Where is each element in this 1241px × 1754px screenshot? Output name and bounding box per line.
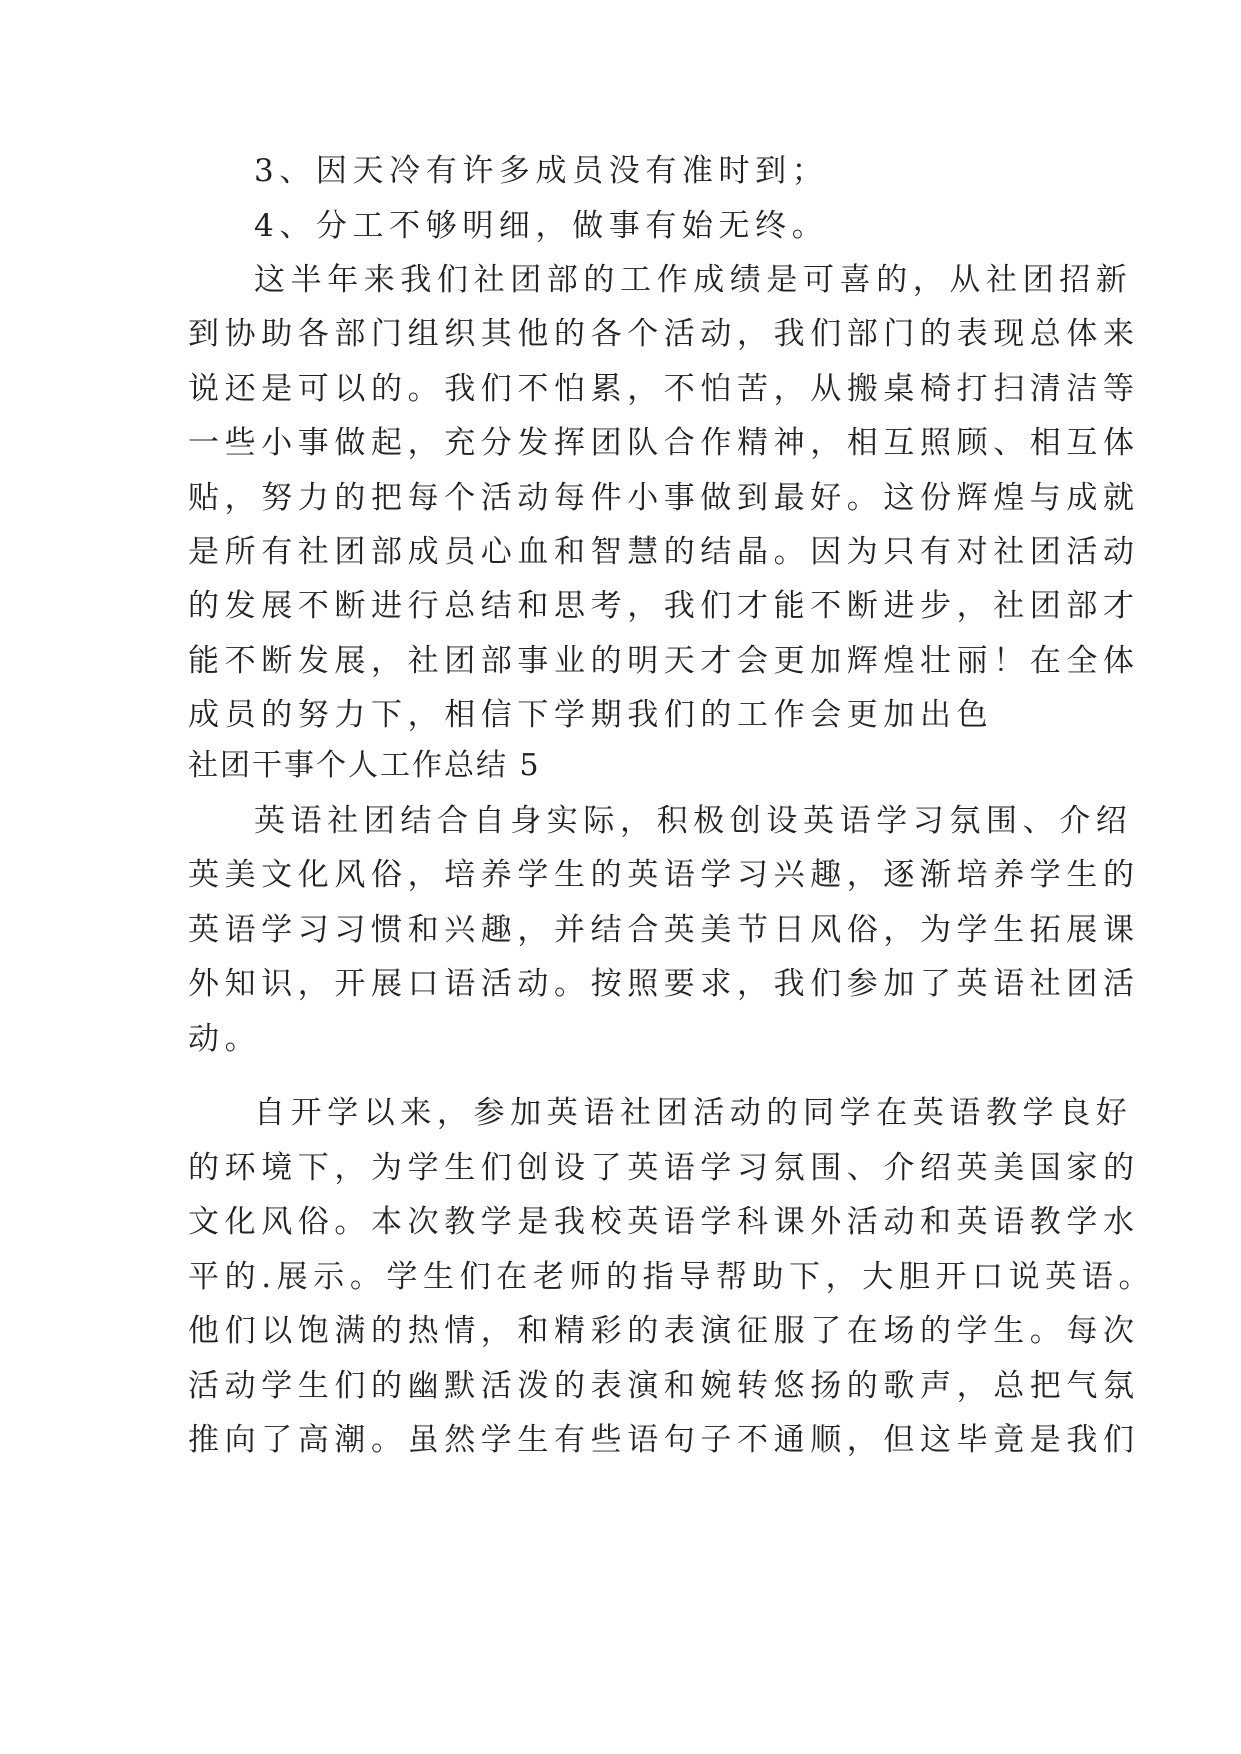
list-item-3: 3、因天冷有许多成员没有准时到； [254,153,829,189]
paragraph-3-line-7: 推向了高潮。虽然学生有些语句子不通顺，但这毕竟是我们 [188,1422,1140,1458]
paragraph-3-line-1: 自开学以来，参加英语社团活动的同学在英语教学良好 [254,1095,1133,1131]
paragraph-3-line-3: 文化风俗。本次教学是我校英语学科课外活动和英语教学水 [188,1204,1140,1240]
paragraph-1-line-3: 说还是可以的。我们不怕累，不怕苦，从搬桌椅打扫清洁等 [188,371,1140,407]
list-item-4: 4、分工不够明细，做事有始无终。 [254,208,829,244]
paragraph-2-line-3: 英语学习习惯和兴趣，并结合英美节日风俗，为学生拓展课 [188,912,1140,948]
paragraph-2-line-4: 外知识，开展口语活动。按照要求，我们参加了英语社团活 [188,966,1140,1002]
paragraph-2-line-5: 动。 [188,1021,262,1057]
paragraph-3-line-5: 他们以饱满的热情，和精彩的表演征服了在场的学生。每次 [188,1313,1140,1349]
paragraph-1-line-6: 是所有社团部成员心血和智慧的结晶。因为只有对社团活动 [188,534,1140,570]
paragraph-1-line-2: 到协助各部门组织其他的各个活动，我们部门的表现总体来 [188,316,1140,352]
paragraph-3-line-4: 平的.展示。学生们在老师的指导帮助下，大胆开口说英语。 [188,1259,1156,1295]
paragraph-1-line-8: 能不断发展，社团部事业的明天才会更加辉煌壮丽！在全体 [188,643,1140,679]
paragraph-1-line-1: 这半年来我们社团部的工作成绩是可喜的，从社团招新 [254,262,1133,298]
paragraph-3-line-6: 活动学生们的幽默活泼的表演和婉转悠扬的歌声，总把气氛 [188,1368,1140,1404]
paragraph-1-line-9: 成员的努力下，相信下学期我们的工作会更加出色 [188,697,994,733]
paragraph-1-line-7: 的发展不断进行总结和思考，我们才能不断进步，社团部才 [188,588,1140,624]
paragraph-2-line-2: 英美文化风俗，培养学生的英语学习兴趣，逐渐培养学生的 [188,857,1140,893]
paragraph-2-line-1: 英语社团结合自身实际，积极创设英语学习氛围、介绍 [254,803,1133,839]
section-heading: 社团干事个人工作总结 5 [188,748,541,783]
paragraph-3-line-2: 的环境下，为学生们创设了英语学习氛围、介绍英美国家的 [188,1150,1140,1186]
paragraph-1-line-5: 贴，努力的把每个活动每件小事做到最好。这份辉煌与成就 [188,480,1140,516]
paragraph-1-line-4: 一些小事做起，充分发挥团队合作精神，相互照顾、相互体 [188,425,1140,461]
